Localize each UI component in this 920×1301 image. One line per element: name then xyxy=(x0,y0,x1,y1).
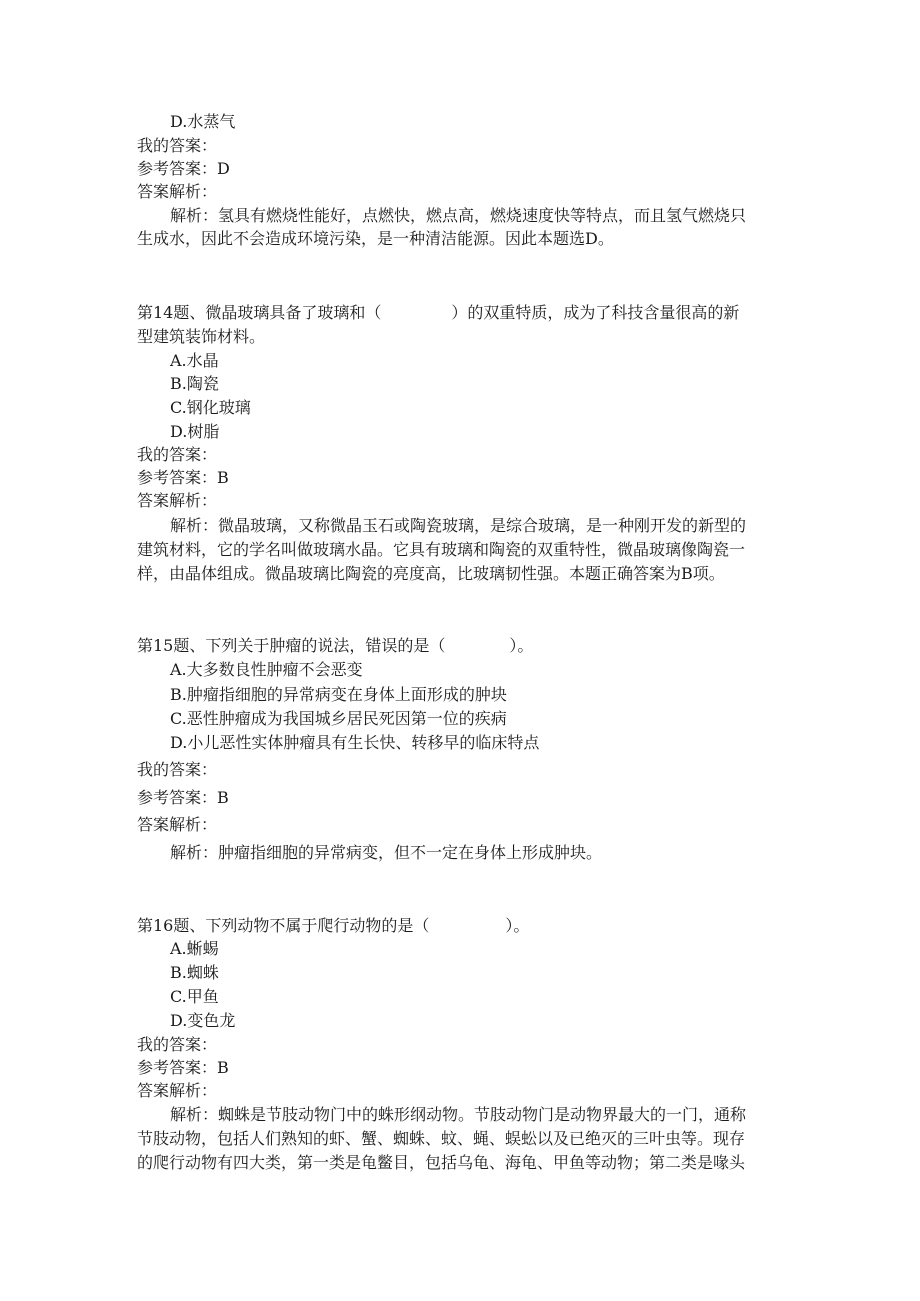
q14-reference-answer: 参考答案：B xyxy=(137,468,229,487)
q15-option-d: D.小儿恶性实体肿瘤具有生长快、转移早的临床特点 xyxy=(170,733,540,752)
q13-analysis-line-2: 生成水，因此不会造成环境污染，是一种清洁能源。因此本题选D。 xyxy=(137,229,614,248)
q15-my-answer: 我的答案： xyxy=(137,760,218,779)
q14-option-d: D.树脂 xyxy=(170,422,220,441)
q14-stem-part-a: 第14题、微晶玻璃具备了玻璃和（ xyxy=(137,303,382,322)
q14-analysis-label: 答案解析： xyxy=(137,491,218,510)
q15-stem xyxy=(137,635,533,657)
q14-option-a: A.水晶 xyxy=(170,351,219,370)
q13-analysis-line-1: 解析：氢具有燃烧性能好，点燃快，燃点高，燃烧速度快等特点，而且氢气燃烧只 xyxy=(170,206,747,225)
q16-stem-part-b: ）。 xyxy=(505,916,530,935)
q16-option-c: C.甲鱼 xyxy=(170,987,219,1006)
q15-reference-answer: 参考答案：B xyxy=(137,788,229,807)
q16-my-answer: 我的答案： xyxy=(137,1035,218,1054)
q16-option-b: B.蜘蛛 xyxy=(170,963,219,982)
q16-analysis-line-3: 的爬行动物有四大类，第一类是龟鳖目，包括乌龟、海龟、甲鱼等动物；第二类是喙头 xyxy=(137,1153,746,1172)
q15-analysis-line-1: 解析：肿瘤指细胞的异常病变，但不一定在身体上形成肿块。 xyxy=(170,843,603,862)
q16-analysis-line-2: 节肢动物，包括人们熟知的虾、蟹、蜘蛛、蚊、蝇、蜈蚣以及已绝灭的三叶虫等。现存 xyxy=(137,1129,746,1148)
q15-option-c: C.恶性肿瘤成为我国城乡居民死因第一位的疾病 xyxy=(170,709,507,728)
q16-reference-answer: 参考答案：B xyxy=(137,1058,229,1077)
q15-option-b: B.肿瘤指细胞的异常病变在身体上面形成的肿块 xyxy=(170,685,507,704)
q13-my-answer: 我的答案： xyxy=(137,136,218,155)
q14-analysis-line-1: 解析：微晶玻璃，又称微晶玉石或陶瓷玻璃，是综合玻璃，是一种刚开发的新型的 xyxy=(170,516,747,535)
q15-stem-part-b: ）。 xyxy=(509,636,534,655)
q14-analysis-line-3: 样，由晶体组成。微晶玻璃比陶瓷的亮度高，比玻璃韧性强。本题正确答案为B项。 xyxy=(137,564,725,583)
q13-reference-answer: 参考答案：D xyxy=(137,159,230,178)
q13-analysis-label: 答案解析： xyxy=(137,182,218,201)
q16-analysis-line-1: 解析：蜘蛛是节肢动物门中的蛛形纲动物。节肢动物门是动物界最大的一门，通称 xyxy=(170,1105,747,1124)
q16-option-a: A.蜥蜴 xyxy=(170,939,219,958)
q15-option-a: A.大多数良性肿瘤不会恶变 xyxy=(170,660,363,679)
q14-analysis-line-2: 建筑材料，它的学名叫做玻璃水晶。它具有玻璃和陶瓷的双重特性，微晶玻璃像陶瓷一 xyxy=(137,540,746,559)
q14-stem-line-2: 型建筑装饰材料。 xyxy=(137,327,266,346)
q16-analysis-label: 答案解析： xyxy=(137,1081,218,1100)
q14-option-b: B.陶瓷 xyxy=(170,374,219,393)
q13-option-d: D.水蒸气 xyxy=(170,112,236,131)
q14-option-c: C.钢化玻璃 xyxy=(170,398,251,417)
q14-my-answer: 我的答案： xyxy=(137,445,218,464)
q16-stem xyxy=(137,915,529,937)
q15-analysis-label: 答案解析： xyxy=(137,815,218,834)
q14-stem-line-1 xyxy=(137,302,739,324)
q16-option-d: D.变色龙 xyxy=(170,1011,236,1030)
q15-stem-part-a: 第15题、下列关于肿瘤的说法，错误的是（ xyxy=(137,636,446,655)
q16-stem-part-a: 第16题、下列动物不属于爬行动物的是（ xyxy=(137,916,430,935)
q14-stem-part-b: ）的双重特质，成为了科技含量很高的新 xyxy=(451,303,740,322)
